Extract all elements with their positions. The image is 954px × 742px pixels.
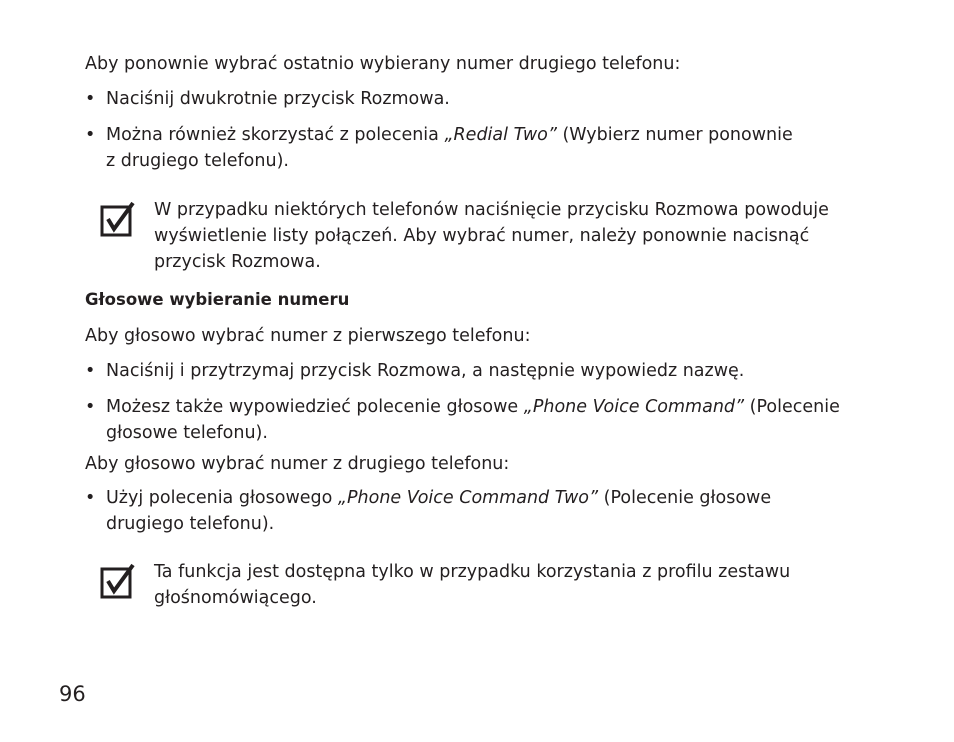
bullet-text: Naciśnij i przytrzymaj przycisk Rozmowa, a następnie wypowiedz nazwę. (106, 361, 745, 381)
bullet-text-before: Użyj polecenia głosowego (106, 488, 338, 508)
bullet-text-line2: z drugiego telefonu). (106, 151, 289, 171)
bullet-text (106, 485, 886, 537)
bullet-icon: • (85, 125, 96, 145)
checkbox-note-icon (100, 201, 136, 237)
bullet-text (106, 394, 886, 446)
bullet-text-line2: drugiego telefonu). (106, 514, 275, 534)
voice-dial-intro-second: Aby głosowo wybrać numer z drugiego telefonu: (85, 454, 510, 474)
checkbox-note-icon (100, 563, 136, 599)
bullet-icon: • (85, 397, 96, 417)
note-text (154, 197, 874, 275)
bullet-text-before: Możesz także wypowiedzieć polecenie głosowe (106, 397, 524, 417)
note-line: Ta funkcja jest dostępna tylko w przypadku korzystania z profilu zestawu (154, 562, 791, 582)
bullet-text-after: (Polecenie (744, 397, 840, 417)
bullet-text-after: (Polecenie głosowe (598, 488, 772, 508)
voice-command-name: „Phone Voice Command” (523, 397, 745, 417)
section-heading: Głosowe wybieranie numeru (85, 290, 350, 309)
note-line: wyświetlenie listy połączeń. Aby wybrać numer, należy ponownie nacisnąć (154, 226, 810, 246)
voice-command-name: „Redial Two” (444, 125, 557, 145)
voice-dial-intro-first: Aby głosowo wybrać numer z pierwszego telefonu: (85, 326, 531, 346)
page-number: 96 (59, 682, 86, 706)
voice-command-name: „Phone Voice Command Two” (337, 488, 599, 508)
bullet-text (106, 122, 886, 174)
bullet-icon: • (85, 89, 96, 109)
redial-two-intro: Aby ponownie wybrać ostatnio wybierany numer drugiego telefonu: (85, 54, 681, 74)
bullet-text-before: Można również skorzystać z polecenia (106, 125, 445, 145)
bullet-text-after: (Wybierz numer ponownie (556, 125, 793, 145)
note-line: przycisk Rozmowa. (154, 252, 321, 272)
note-line: głośnomówiącego. (154, 588, 317, 608)
note-text (154, 559, 874, 611)
bullet-icon: • (85, 361, 96, 381)
bullet-text-line2: głosowe telefonu). (106, 423, 268, 443)
note-line: W przypadku niektórych telefonów naciśnięcie przycisku Rozmowa powoduje (154, 200, 829, 220)
bullet-icon: • (85, 488, 96, 508)
bullet-text: Naciśnij dwukrotnie przycisk Rozmowa. (106, 89, 450, 109)
